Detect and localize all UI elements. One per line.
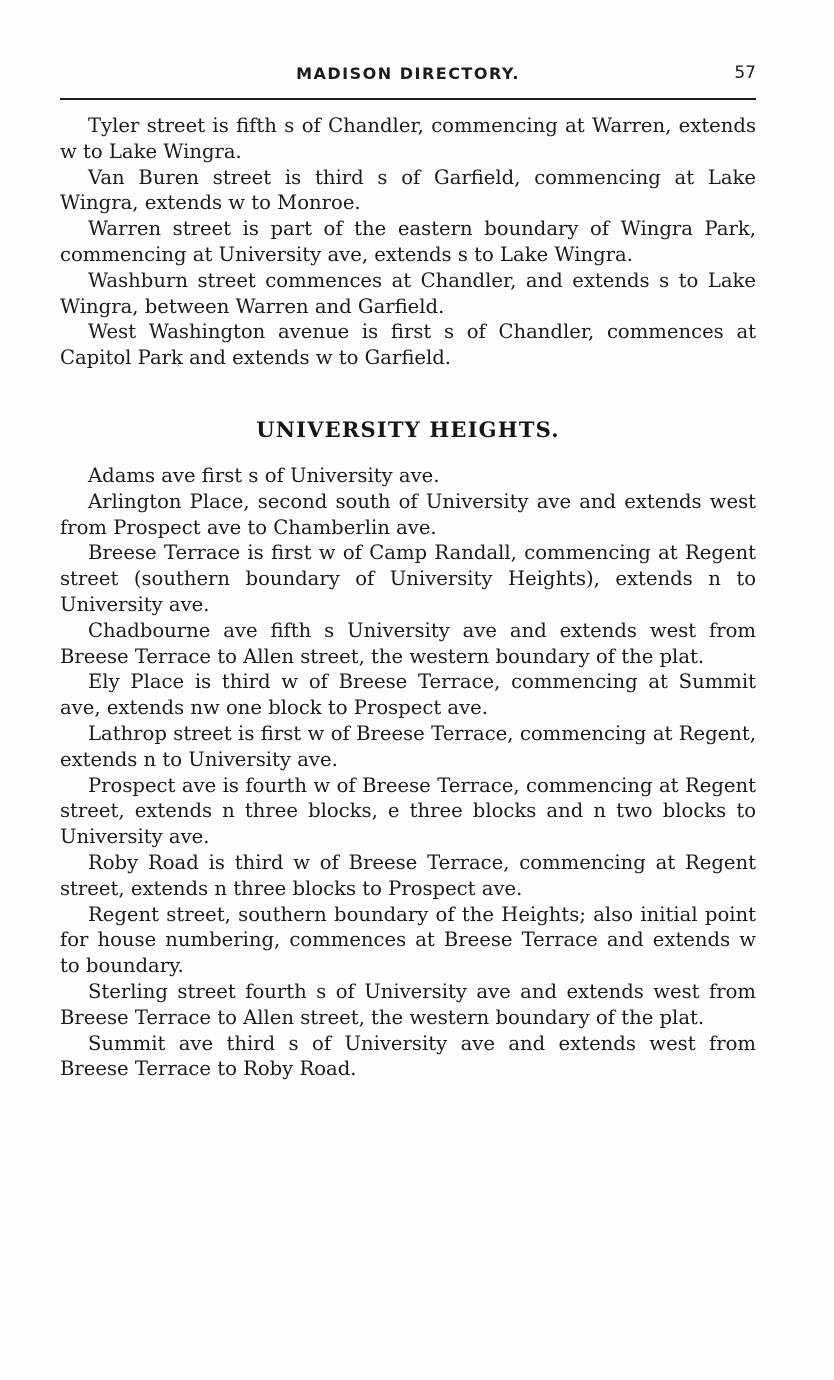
street-entry: Arlington Place, second south of University ave and extends west from Prospect ave to Chamberlin ave.: [60, 489, 756, 539]
street-entry: Chadbourne ave fifth s University ave and extends west from Breese Terrace to Allen street, the western boundary of the plat.: [60, 618, 756, 668]
street-entry: Breese Terrace is first w of Camp Randall, commencing at Regent street (southern boundary of University Heights), extends n to University ave.: [60, 541, 756, 616]
running-head: [60, 62, 756, 86]
street-entry: Warren street is part of the eastern boundary of Wingra Park, commencing at University ave, extends s to Lake Wingra.: [60, 217, 756, 266]
street-entry: Roby Road is third w of Breese Terrace, commencing at Regent street, extends n three blocks to Prospect ave.: [60, 850, 756, 900]
page-number: 57: [734, 63, 756, 83]
street-entry: Washburn street commences at Chandler, and extends s to Lake Wingra, between Warren and Garfield.: [60, 268, 756, 318]
street-entry: Prospect ave is fourth w of Breese Terrace, commencing at Regent street, extends n three blocks, e three blocks and n two blocks to University ave.: [60, 773, 756, 849]
street-entry: Ely Place is third w of Breese Terrace, commencing at Summit ave, extends nw one block to Prospect ave.: [60, 670, 756, 720]
street-entry: Regent street, southern boundary of the Heights; also initial point for house numbering, commences at Breese Terrace and extends w to boundary.: [60, 902, 756, 978]
university-heights-list: [60, 463, 756, 1082]
street-entry: Adams ave first s of University ave.: [88, 464, 440, 487]
street-entry: Summit ave third s of University ave and extends west from Breese Terrace to Roby Road.: [60, 1031, 756, 1081]
street-entry: Tyler street is fifth s of Chandler, commencing at Warren, extends w to Lake Wingra.: [60, 114, 756, 163]
street-entry: West Washington avenue is first s of Chandler, commences at Capitol Park and extends w to Garfield.: [60, 320, 756, 370]
street-entry: Van Buren street is third s of Garfield, commencing at Lake Wingra, extends w to Monroe.: [60, 165, 756, 215]
section-heading: UNIVERSITY HEIGHTS.: [256, 417, 560, 442]
street-entry: Sterling street fourth s of University ave and extends west from Breese Terrace to Allen street, the western boundary of the plat.: [60, 979, 756, 1029]
street-list-continued: [60, 113, 756, 371]
running-title: MADISON DIRECTORY.: [296, 64, 520, 83]
header-rule: [60, 98, 756, 100]
street-entry: Lathrop street is first w of Breese Terrace, commencing at Regent, extends n to University ave.: [60, 721, 756, 771]
